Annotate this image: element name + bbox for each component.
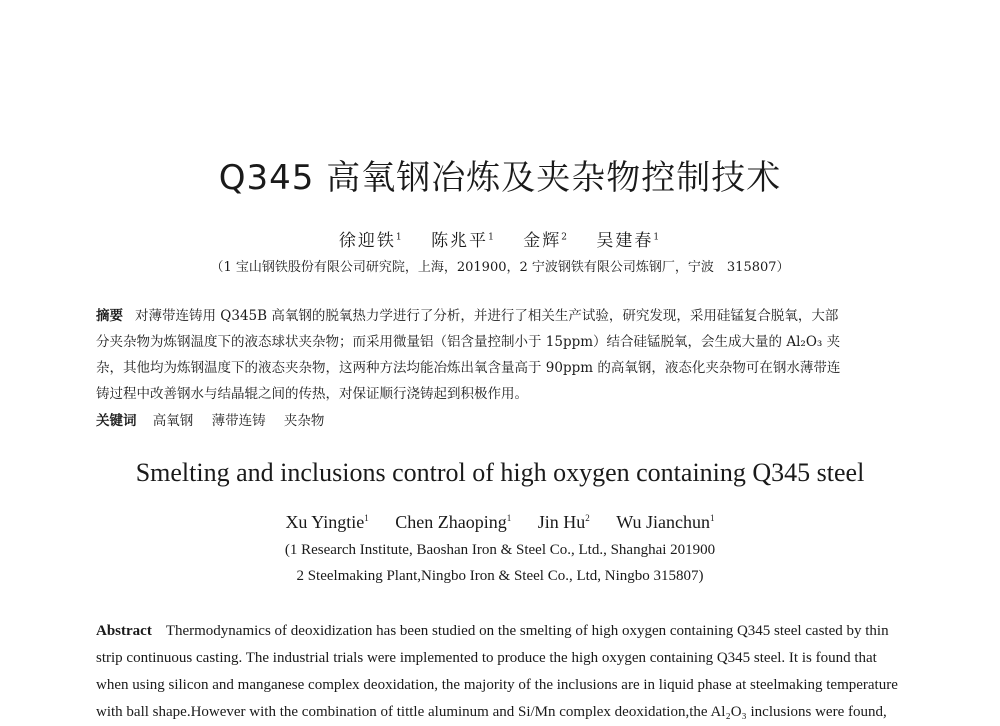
english-affiliation-line-2: 2 Steelmaking Plant,Ningbo Iron & Steel Co., Ltd, Ningbo 315807) <box>296 568 704 584</box>
keyword: 夹杂物 <box>283 413 325 429</box>
abstract-line: with ball shape.However with the combination of tittle aluminum and Si/Mn complex deoxidation,the Al₂O₃ inclusions were found, <box>96 704 887 720</box>
author-1: 徐迎铁$^1$ <box>338 231 404 251</box>
author-3: Jin Hu$^2$ <box>537 512 590 532</box>
english-abstract <box>96 618 906 726</box>
abstract-line: 杂，其他均为炼钢温度下的液态夹杂物，这两种方法均能冶炼出氧含量高于 90ppm 的高氧钢，液态化夹杂物可在钢水薄带连 <box>96 360 841 376</box>
chinese-title: Q345 高氧钢冶炼及夹杂物控制技术 <box>218 158 782 198</box>
keyword: 高氧钢 <box>152 413 194 429</box>
english-affiliation-line-1: (1 Research Institute, Baoshan Iron & Steel Co., Ltd., Shanghai 201900 <box>284 542 716 558</box>
author-2: 陈兆平$^1$ <box>431 231 496 251</box>
english-authors <box>0 512 1000 533</box>
author-1: Xu Yingtie$^1$ <box>285 512 369 532</box>
abstract-line: 分夹杂物为炼钢温度下的液态球状夹杂物；而采用微量铝（铝含量控制小于 15ppm）结合硅锰脱氧，会生成大量的 Al₂O₃ 夹 <box>96 334 841 350</box>
chinese-affiliation: （1 宝山钢铁股份有限公司研究院，上海，201900，2 宁波钢铁有限公司炼钢厂，宁波 315807） <box>210 260 790 275</box>
chinese-abstract <box>96 303 906 407</box>
keywords-label: 关键词 <box>96 413 137 429</box>
abstract-line: Abstract Thermodynamics of deoxidization has been studied on the smelting of high oxygen containing Q345 steel casted by thin <box>96 623 889 639</box>
author-4: Wu Jianchun$^1$ <box>616 512 715 532</box>
keyword: 薄带连铸 <box>211 413 266 429</box>
abstract-line: 铸过程中改善钢水与结晶辊之间的传热，对保证顺行浇铸起到积极作用。 <box>96 386 528 402</box>
english-title: Smelting and inclusions control of high oxygen containing Q345 steel <box>135 458 865 487</box>
abstract-line: 摘要 对薄带连铸用 Q345B 高氧钢的脱氧热力学进行了分析，并进行了相关生产试验，研究发现，采用硅锰复合脱氧，大部 <box>96 308 839 324</box>
chinese-keywords <box>96 410 906 432</box>
abstract-line: when using silicon and manganese complex deoxidation, the majority of the inclusions are in liquid phase at steelmaking temperature <box>96 677 898 693</box>
chinese-authors <box>0 226 1000 251</box>
author-3: 金辉$^2$ <box>523 231 569 251</box>
abstract-line: strip continuous casting. The industrial trials were implemented to produce the high oxygen containing Q345 steel. It is found that <box>96 650 877 666</box>
author-2: Chen Zhaoping$^1$ <box>395 512 512 532</box>
abstract-label: Abstract <box>96 623 152 639</box>
abstract-label: 摘要 <box>96 308 123 324</box>
author-4: 吴建春$^1$ <box>596 231 662 251</box>
